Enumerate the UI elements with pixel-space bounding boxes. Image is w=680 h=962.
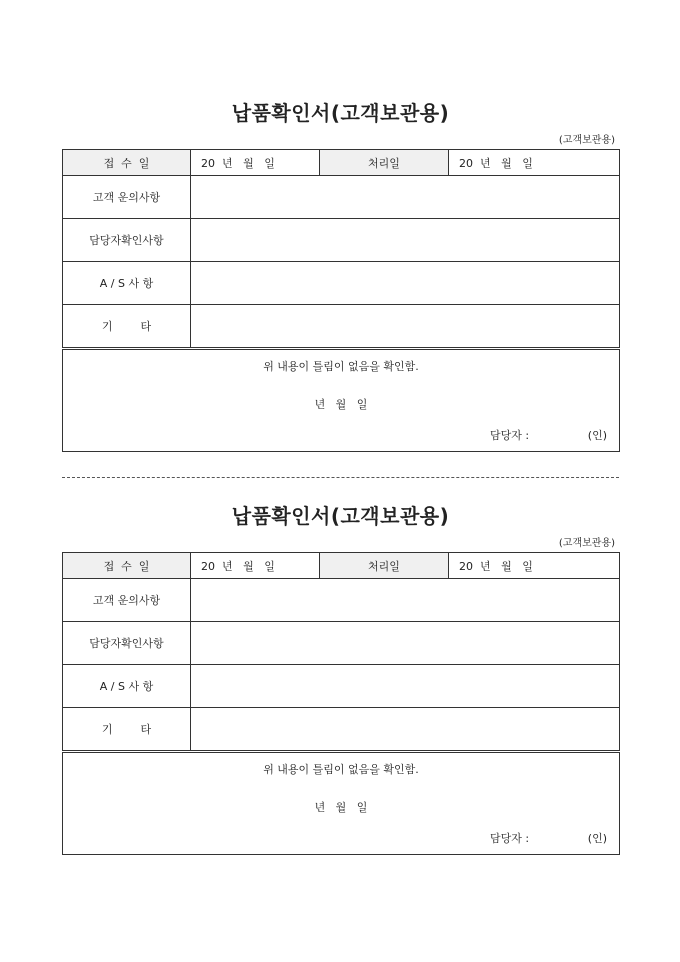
process-date-value[interactable]: 20 년 월 일 — [449, 553, 620, 579]
confirmation-section — [63, 752, 620, 855]
receipt-date-label: 접 수 일 — [63, 150, 191, 176]
process-date-label: 처리일 — [320, 553, 449, 579]
confirm-date[interactable]: 년 월 일 — [314, 801, 368, 814]
seal-mark: (인) — [587, 832, 607, 845]
customer-inquiry-label: 고객 운의사항 — [63, 176, 191, 219]
customer-inquiry-field[interactable] — [191, 579, 620, 622]
etc-label: 기 타 — [63, 708, 191, 752]
form-table — [62, 552, 620, 855]
form-note: (고객보관용) — [558, 538, 615, 549]
receipt-date-value[interactable]: 20 년 월 일 — [191, 553, 320, 579]
staff-check-field[interactable] — [191, 219, 620, 262]
customer-inquiry-field[interactable] — [191, 176, 620, 219]
process-date-label: 처리일 — [320, 150, 449, 176]
form-title: 납품확인서(고객보관용) — [231, 504, 450, 528]
as-items-field[interactable] — [191, 262, 620, 305]
etc-field[interactable] — [191, 708, 620, 752]
confirmation-section — [63, 349, 620, 452]
staff-signature-label: 담당자 : — [490, 429, 530, 442]
as-items-label: A / S 사 항 — [63, 665, 191, 708]
staff-check-label: 담당자확인사항 — [63, 219, 191, 262]
staff-check-label: 담당자확인사항 — [63, 622, 191, 665]
receipt-date-label: 접 수 일 — [63, 553, 191, 579]
etc-label: 기 타 — [63, 305, 191, 349]
seal-mark: (인) — [587, 429, 607, 442]
form-title: 납품확인서(고객보관용) — [231, 101, 450, 125]
process-date-value[interactable]: 20 년 월 일 — [449, 150, 620, 176]
as-items-label: A / S 사 항 — [63, 262, 191, 305]
customer-inquiry-label: 고객 운의사항 — [63, 579, 191, 622]
etc-field[interactable] — [191, 305, 620, 349]
confirm-date[interactable]: 년 월 일 — [314, 398, 368, 411]
as-items-field[interactable] — [191, 665, 620, 708]
confirm-statement: 위 내용이 틀림이 없음을 확인함. — [263, 360, 419, 373]
delivery-confirmation-form-2 — [62, 501, 619, 855]
confirm-statement: 위 내용이 틀림이 없음을 확인함. — [263, 763, 419, 776]
delivery-confirmation-form-1 — [62, 98, 619, 452]
staff-check-field[interactable] — [191, 622, 620, 665]
receipt-date-value[interactable]: 20 년 월 일 — [191, 150, 320, 176]
form-table — [62, 149, 620, 452]
cut-line-divider — [62, 477, 619, 478]
form-note: (고객보관용) — [558, 135, 615, 146]
staff-signature-label: 담당자 : — [490, 832, 530, 845]
